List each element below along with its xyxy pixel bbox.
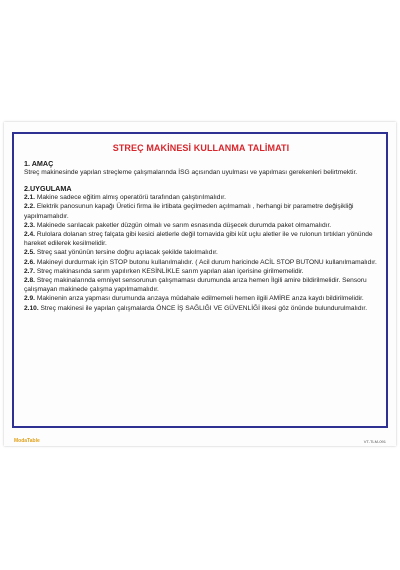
item-number: 2.4. bbox=[24, 231, 35, 239]
document-code: VT-TLM-091 bbox=[363, 439, 386, 444]
item-text: Elektrik panosunun kapağı Üretici firma ile irtibata geçilmeden açılmamalı , herhangi bir parametre değişikliği yapılmamalıdır. bbox=[24, 203, 354, 220]
section-heading-uygulama: 2.UYGULAMA bbox=[24, 184, 72, 194]
uygulama-list bbox=[24, 193, 378, 313]
list-item bbox=[24, 267, 378, 276]
item-number: 2.1. bbox=[24, 194, 35, 202]
item-number: 2.7. bbox=[24, 267, 35, 275]
item-number: 2.5. bbox=[24, 249, 35, 257]
list-item bbox=[24, 221, 378, 230]
list-item bbox=[24, 202, 378, 220]
list-item bbox=[24, 304, 378, 313]
list-item bbox=[24, 193, 378, 202]
item-number: 2.6. bbox=[24, 258, 35, 266]
brand-logo: ModaTable bbox=[14, 438, 40, 444]
item-number: 2.9. bbox=[24, 295, 35, 303]
amac-text: Streç makinesinde yapılan streçleme çalışmalarında İSG açısından uyulması ve yapılması gerekenleri belirtmektir. bbox=[24, 169, 358, 176]
list-item bbox=[24, 258, 378, 267]
item-number: 2.3. bbox=[24, 221, 35, 229]
section-heading-amac: 1. AMAÇ bbox=[24, 159, 54, 168]
item-text: Streç makinasında sarım yapılırken KESİNLİKLE sarım yapılan alan içerisine girilmemelidir. bbox=[35, 267, 304, 275]
list-item bbox=[24, 248, 378, 257]
item-text: Streç makinesi ile yapılan çalışmalarda ÖNCE İŞ SAĞLIĞI VE GÜVENLİĞİ ilkesi göz önünde bulundurulmalıdır. bbox=[38, 304, 368, 312]
item-text: Makinede sarılacak paketler düzgün olmalı ve sarım esnasında düşecek durumda paket olmamalıdır. bbox=[35, 221, 332, 229]
item-text: Streç saat yönünün tersine doğru açılacak şekilde takılmalıdır. bbox=[35, 249, 218, 257]
item-text: Makinenin arıza yapması durumunda arızaya müdahale edilmemeli hemen ilgili AMİRE arıza kaydı bildirilmelidir. bbox=[35, 295, 364, 303]
content-frame bbox=[12, 132, 388, 428]
item-text: Rulolara dolanan streç falçata gibi kesici aletlerle değil tornavida gibi küt uçlu aletler ile ve rulonun tırtıkları yönünde hareket edilerek kesilmelidir. bbox=[24, 231, 373, 248]
list-item bbox=[24, 294, 378, 303]
document-title: STREÇ MAKİNESİ KULLANMA TALİMATI bbox=[112, 143, 290, 153]
list-item bbox=[24, 276, 378, 294]
item-number: 2.2. bbox=[24, 203, 35, 211]
item-number: 2.8. bbox=[24, 277, 35, 285]
item-number: 2.10. bbox=[24, 304, 39, 312]
item-text: Makineyi durdurmak için STOP butonu kullanılmalıdır. ( Acil durum haricinde ACİL STOP BUTONU kullanılmamalıdır. bbox=[35, 258, 377, 266]
list-item bbox=[24, 230, 378, 248]
item-text: Streç makinalarında emniyet sensorunun çalışmaması durumunda arıza hemen İlgili amire bildirilmelidir. Sensoru çalışmayan makinede çalışma yapılmamalıdır. bbox=[24, 277, 367, 294]
instruction-sheet bbox=[4, 122, 396, 446]
item-text: Makine sadece eğitim almış operatörü tarafından çalıştırılmalıdır. bbox=[35, 194, 226, 202]
